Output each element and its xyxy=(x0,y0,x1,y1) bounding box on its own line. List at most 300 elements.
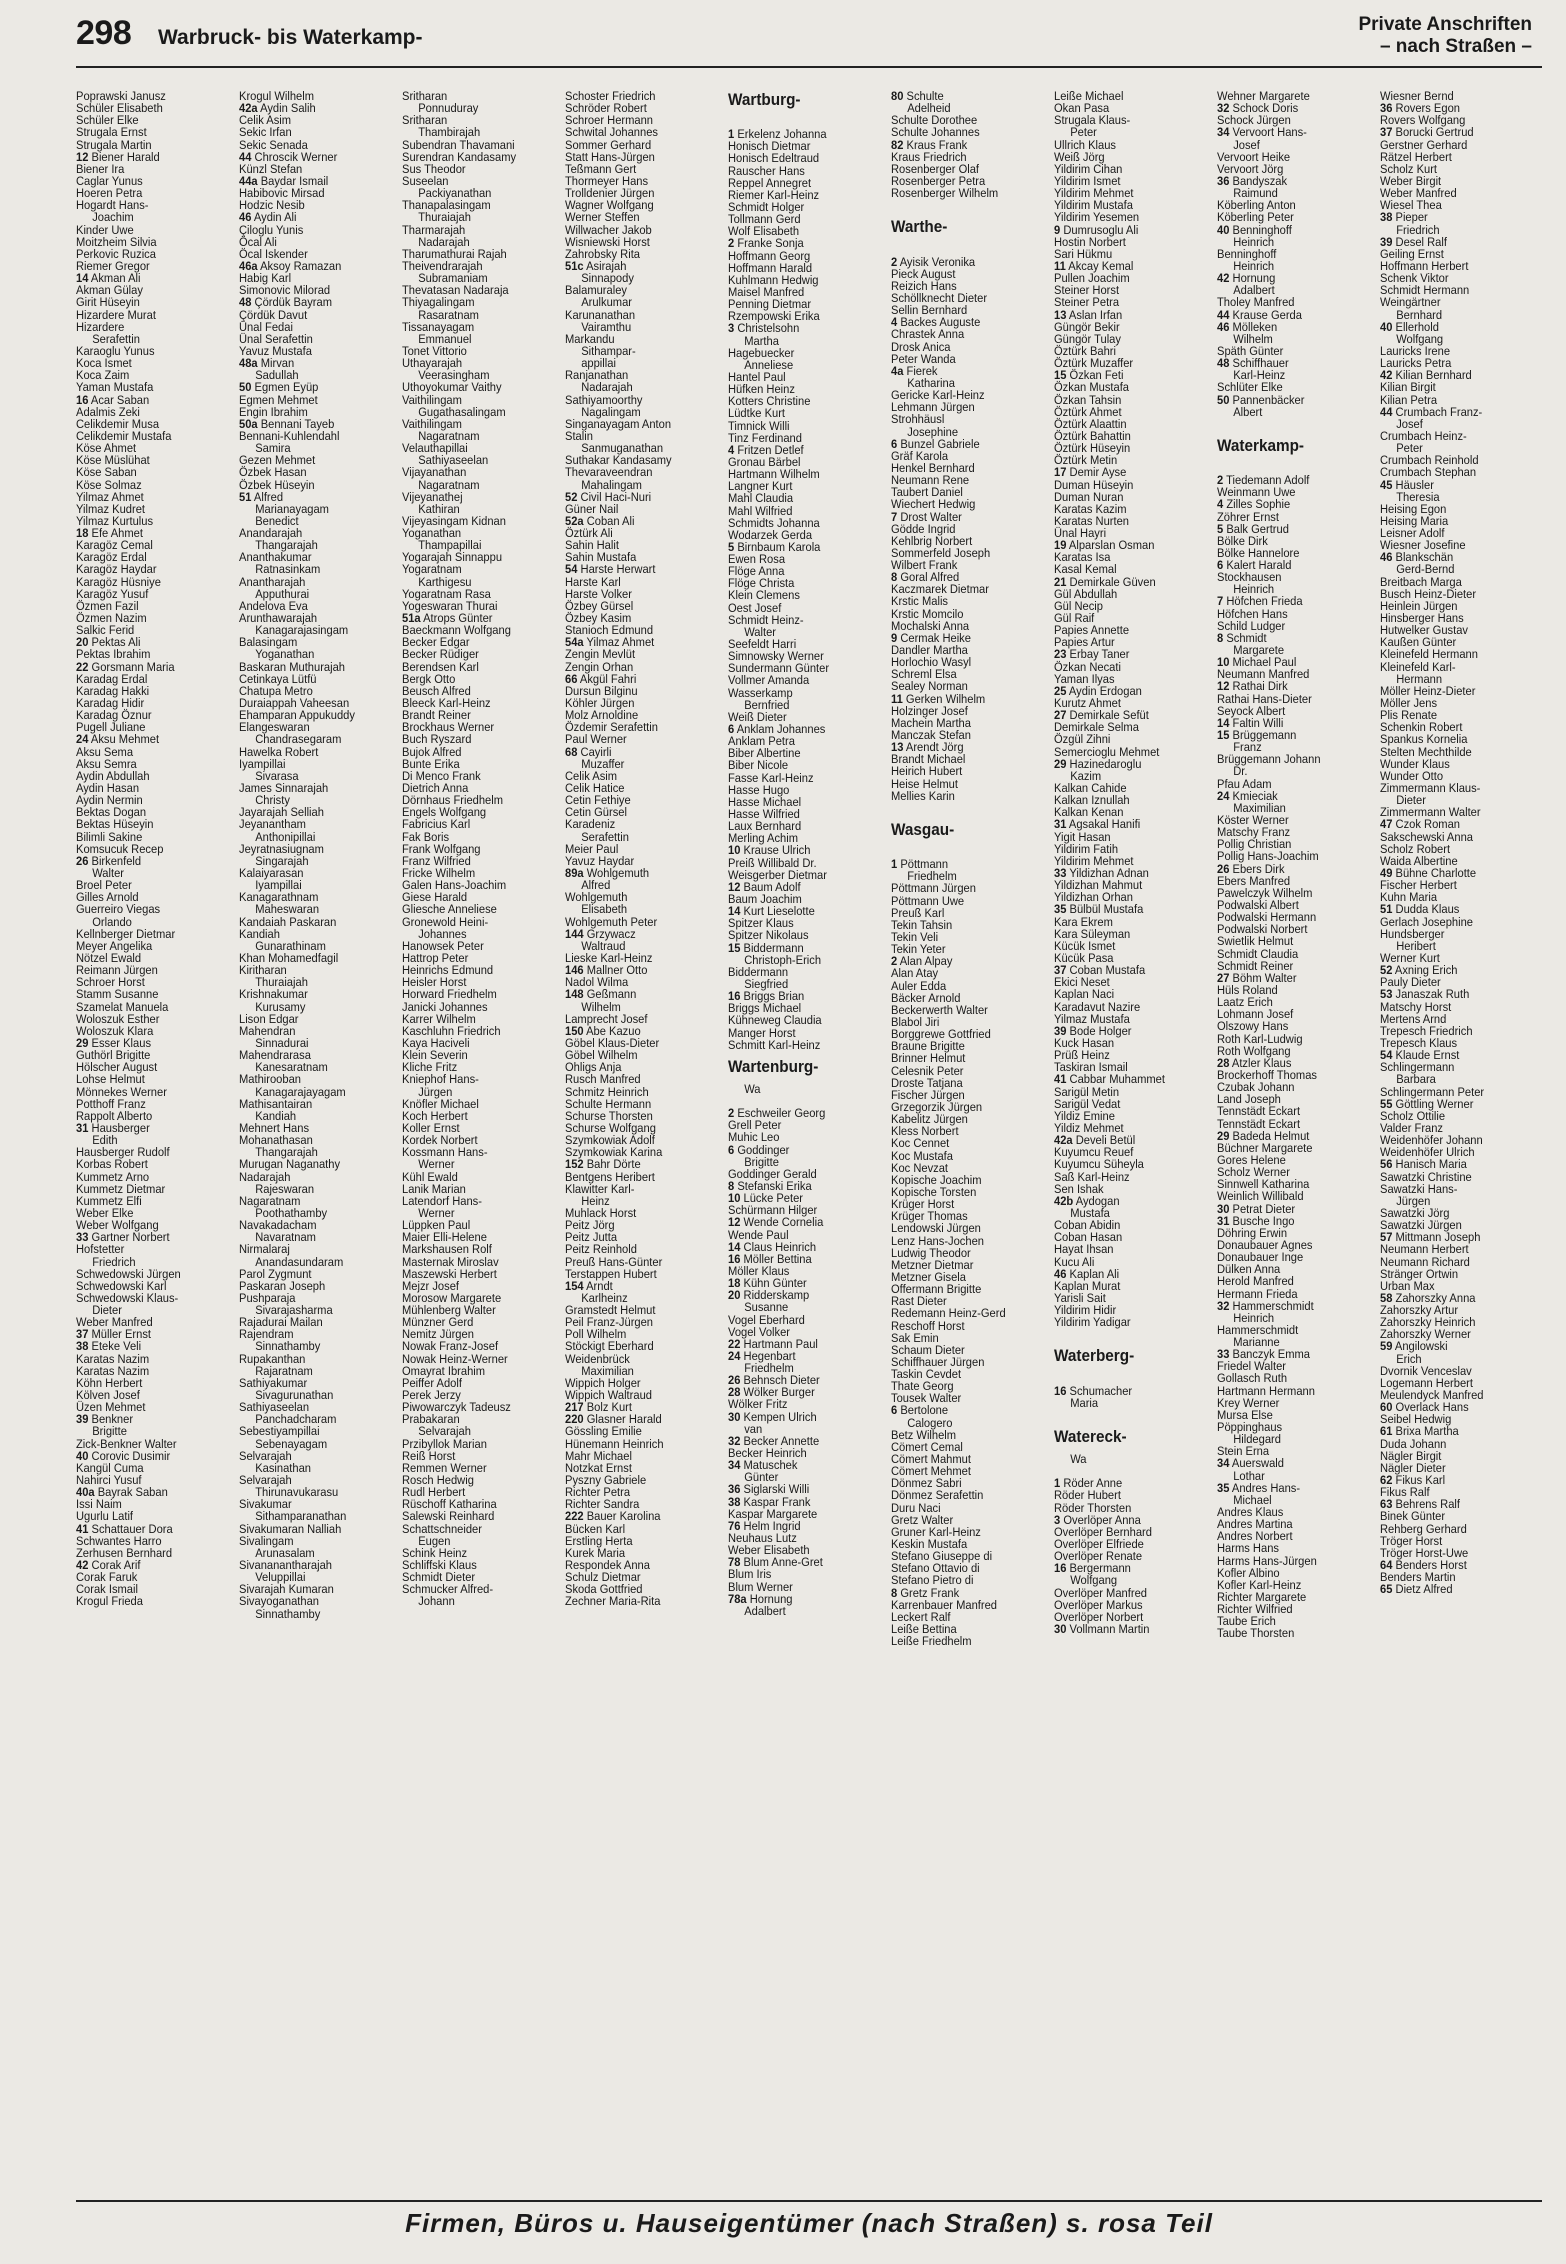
house-number: 23 xyxy=(1054,647,1067,662)
entry-continuation: Michael xyxy=(1233,1492,1272,1507)
resident-entry: Karadag Hidir xyxy=(76,696,145,711)
resident-entry: Skoda Gottfried xyxy=(565,1582,643,1597)
resident-entry: Metzner Dietmar xyxy=(891,1257,974,1272)
resident-entry: Schlingermann xyxy=(1380,1060,1455,1075)
house-number: 154 xyxy=(565,1278,584,1293)
resident-entry: Uthayarajah xyxy=(402,356,463,371)
resident-entry: Ohligs Anja xyxy=(565,1060,622,1075)
entry-continuation: Maximilian xyxy=(1233,800,1286,815)
resident-entry: Tekin Veli xyxy=(891,930,939,944)
entry-continuation: Iyampillai xyxy=(255,878,302,893)
resident-entry: Pugell Juliane xyxy=(76,720,146,735)
resident-entry: Sari Hükmu xyxy=(1054,246,1113,261)
resident-entry: Reizich Hans xyxy=(891,278,957,293)
house-entry: 26 Birkenfeld xyxy=(76,853,142,868)
resident-entry: Schulte Dorothee xyxy=(891,113,978,128)
resident-entry: Leisner Adolf xyxy=(1380,526,1445,541)
entry-continuation: Sinnadurai xyxy=(255,1035,309,1050)
house-entry: 48a Mirvan xyxy=(239,356,295,371)
resident-entry: Üzen Mehmet xyxy=(76,1400,146,1415)
resident-entry: Fasse Karl-Heinz xyxy=(728,770,814,785)
resident-entry: Theivendrarajah xyxy=(402,258,483,273)
resident-entry: Kalkan Kenan xyxy=(1054,805,1124,820)
resident-entry: Korbas Robert xyxy=(76,1157,148,1172)
resident-entry: Weidenhöfer Johann xyxy=(1380,1133,1483,1148)
resident-entry: Biener Ira xyxy=(76,161,125,176)
entry-continuation: Friedrich xyxy=(1396,222,1440,237)
resident-entry: Galen Hans-Joachim xyxy=(402,878,507,893)
house-number: 2 xyxy=(891,254,898,269)
resident-entry: Lieske Karl-Heinz xyxy=(565,950,653,965)
resident-entry: Cetin Fethiye xyxy=(565,793,631,808)
resident-entry: Zimmermann Klaus- xyxy=(1380,781,1481,796)
resident-entry: Merling Achim xyxy=(728,831,799,846)
resident-entry: Stelten Mechthilde xyxy=(1380,744,1472,759)
resident-entry: Yildirim Mehmet xyxy=(1054,853,1134,868)
resident-entry: Güngör Tulay xyxy=(1054,331,1121,346)
resident-entry: Sundermann Günter xyxy=(728,661,830,676)
street-range-title: Warbruck- bis Waterkamp- xyxy=(158,26,423,49)
house-entry: 6 Goddinger xyxy=(728,1142,790,1157)
resident-entry: Pollig Hans-Joachim xyxy=(1217,849,1319,864)
resident-entry: Tharumathurai Rajah xyxy=(402,246,507,261)
house-entry: 7 Drost Walter xyxy=(891,509,962,524)
entry-continuation: Heribert xyxy=(1396,938,1436,953)
house-number: 41 xyxy=(76,1521,89,1536)
house-entry: 4a Fierek xyxy=(891,363,938,378)
resident-entry: Vervoort Heike xyxy=(1217,149,1291,164)
house-number: 50 xyxy=(1217,392,1230,407)
house-number: 222 xyxy=(565,1509,584,1524)
house-number: 49 xyxy=(1380,866,1393,880)
entry-continuation: Benedict xyxy=(255,513,299,528)
resident-entry: Perkovic Ruzica xyxy=(76,246,156,261)
resident-entry: Kofler Albino xyxy=(1217,1565,1280,1580)
resident-entry: Masternak Miroslav xyxy=(402,1254,499,1269)
resident-entry: Engin Ibrahim xyxy=(239,404,308,419)
resident-entry: Lison Edgar xyxy=(239,1011,299,1026)
resident-entry: Kabelitz Jürgen xyxy=(891,1112,968,1127)
resident-entry: Coban Abidin xyxy=(1054,1218,1121,1233)
resident-entry: Nagaratnam xyxy=(239,1193,301,1208)
house-number: 36 xyxy=(728,1482,741,1497)
entry-continuation: Thuraiajah xyxy=(255,975,308,990)
house-number: 6 xyxy=(1217,558,1224,573)
resident-entry: Kofler Karl-Heinz xyxy=(1217,1577,1302,1592)
entry-continuation: Thambirajah xyxy=(418,125,481,140)
resident-entry: Kless Norbert xyxy=(891,1124,959,1139)
resident-entry: Weiß Jörg xyxy=(1054,149,1105,164)
house-number: 39 xyxy=(76,1412,89,1427)
entry-continuation: Sinnathamby xyxy=(255,1606,321,1621)
resident-entry: Ugurlu Latif xyxy=(76,1509,134,1524)
resident-entry: Manczak Stefan xyxy=(891,728,971,743)
resident-entry: Tollmann Gerd xyxy=(728,212,801,227)
resident-entry: Lamprecht Josef xyxy=(565,1011,648,1026)
resident-entry: Mehnert Hans xyxy=(239,1120,310,1135)
resident-entry: Weber Manfred xyxy=(1380,186,1457,201)
house-number: 48a xyxy=(239,356,258,371)
house-entry: 1 Röder Anne xyxy=(1054,1476,1123,1491)
resident-entry: Vaithilingam xyxy=(402,392,462,407)
resident-entry: Dietrich Anna xyxy=(402,781,469,796)
house-entry: 152 Bahr Dörte xyxy=(565,1157,641,1172)
resident-entry: Binek Günter xyxy=(1380,1509,1446,1524)
house-entry: 14 Claus Heinrich xyxy=(728,1239,817,1254)
resident-entry: Mellies Karin xyxy=(891,788,955,803)
house-entry: 39 Benkner xyxy=(76,1412,134,1427)
resident-entry: Land Joseph xyxy=(1217,1092,1281,1107)
resident-entry: Karatas Nazim xyxy=(76,1363,150,1378)
house-number: 18 xyxy=(728,1276,741,1291)
resident-entry: Münzner Gerd xyxy=(402,1315,474,1330)
resident-entry: Wiesner Josefine xyxy=(1380,538,1466,553)
house-entry: 48 Çördük Bayram xyxy=(239,295,332,310)
directory-column xyxy=(1054,90,1201,2192)
resident-entry: Strugala Martin xyxy=(76,137,152,152)
resident-entry: Wisniewski Horst xyxy=(565,234,650,249)
resident-entry: Gericke Karl-Heinz xyxy=(891,388,985,403)
entry-continuation: Joachim xyxy=(92,210,134,225)
resident-entry: Weiß Dieter xyxy=(728,709,787,724)
entry-continuation: Veerasingham xyxy=(418,368,490,383)
resident-entry: Zerhusen Bernhard xyxy=(76,1545,173,1560)
resident-entry: Singanayagam Anton xyxy=(565,416,672,431)
house-number: 29 xyxy=(76,1035,89,1050)
resident-entry: Perek Jerzy xyxy=(402,1388,461,1403)
entry-continuation: Dr. xyxy=(1233,764,1248,779)
house-number: 76 xyxy=(728,1518,741,1533)
resident-entry: Kummetz Arno xyxy=(76,1169,150,1184)
resident-entry: Maisel Manfred xyxy=(728,284,805,299)
resident-entry: Kotters Christine xyxy=(728,394,811,409)
house-entry: 48 Schiffhauer xyxy=(1217,356,1289,371)
resident-entry: Friedel Walter xyxy=(1217,1359,1286,1374)
house-entry: 6 Anklam Johannes xyxy=(728,722,826,737)
resident-entry: Riemer Karl-Heinz xyxy=(728,187,820,202)
resident-entry: Donaubauer Agnes xyxy=(1217,1237,1313,1252)
entry-continuation: Friedhelm xyxy=(744,1361,794,1376)
resident-entry: Pöttmann Jürgen xyxy=(891,881,976,896)
house-number: 14 xyxy=(728,1239,741,1254)
house-entry: 20 Pektas Ali xyxy=(76,635,141,650)
house-entry: 57 Mittmann Joseph xyxy=(1380,1230,1481,1245)
resident-entry: Thanapalasingam xyxy=(402,198,491,213)
house-entry: 3 Christelsohn xyxy=(728,321,800,336)
resident-entry: Leiße Michael xyxy=(1054,90,1124,103)
house-number: 63 xyxy=(1380,1497,1393,1512)
entry-continuation: Eugen xyxy=(418,1533,451,1548)
resident-entry: Kopische Joachim xyxy=(891,1172,982,1187)
house-number: 11 xyxy=(891,691,903,706)
resident-entry: Flöge Christa xyxy=(728,576,795,591)
resident-entry: Grell Peter xyxy=(728,1118,782,1133)
house-entry: 24 Kmieciak xyxy=(1217,788,1278,803)
entry-continuation: Werner xyxy=(418,1157,455,1172)
house-number: 30 xyxy=(1054,1622,1067,1637)
entry-continuation: Karthigesu xyxy=(418,574,472,589)
resident-entry: Heirich Hubert xyxy=(891,764,963,779)
house-number: 9 xyxy=(891,630,898,645)
resident-entry: Schwantes Harro xyxy=(76,1533,162,1548)
resident-entry: Kucu Ali xyxy=(1054,1254,1095,1269)
house-number: 32 xyxy=(728,1433,741,1448)
house-number: 59 xyxy=(1380,1339,1393,1354)
resident-entry: Baskaran Muthurajah xyxy=(239,659,346,674)
page-header xyxy=(76,10,1532,66)
resident-entry: Surendran Kandasamy xyxy=(402,149,517,164)
entry-continuation: Rajaratnam xyxy=(255,1363,313,1378)
resident-entry: Aydin Nermin xyxy=(76,793,143,808)
resident-entry: Gräf Karola xyxy=(891,448,949,463)
resident-entry: Fischer Jürgen xyxy=(891,1087,965,1102)
house-number: 33 xyxy=(1217,1347,1230,1362)
entry-continuation: Sivarajasharma xyxy=(255,1303,333,1318)
footer-note: Firmen, Büros u. Hauseigentümer (nach Straßen) s. rosa Teil xyxy=(76,2200,1542,2242)
house-number: 34 xyxy=(1217,125,1230,140)
resident-entry: Taskin Cevdet xyxy=(891,1367,962,1382)
resident-entry: Karagöz Erdal xyxy=(76,550,147,565)
entry-continuation: Heinrich xyxy=(1233,1310,1275,1325)
house-entry: 59 Angilowski xyxy=(1380,1339,1448,1354)
resident-entry: Sahin Mustafa xyxy=(565,550,637,565)
resident-entry: Kniephof Hans- xyxy=(402,1072,479,1087)
resident-entry: Döhring Erwin xyxy=(1217,1225,1288,1240)
resident-entry: Anklam Petra xyxy=(728,734,795,749)
resident-entry: Andres Klaus xyxy=(1217,1505,1284,1520)
resident-entry: Yildirim Yesemen xyxy=(1054,210,1140,225)
entry-continuation: Bernhard xyxy=(1396,307,1443,322)
resident-entry: Hanowsek Peter xyxy=(402,938,484,953)
entry-continuation: Maheswaran xyxy=(255,902,320,917)
house-number: 12 xyxy=(1217,679,1230,694)
resident-entry: Manger Horst xyxy=(728,1025,796,1040)
resident-entry: Auler Edda xyxy=(891,978,947,993)
entry-continuation: Ratnasinkam xyxy=(255,562,321,577)
resident-entry: Weinmann Uwe xyxy=(1217,485,1296,500)
resident-entry: Werner Kurt xyxy=(1380,950,1440,965)
house-entry: 50 Egmen Eyüp xyxy=(239,380,319,395)
resident-entry: Biber Nicole xyxy=(728,758,789,773)
resident-entry: Köse Ahmet xyxy=(76,441,137,456)
resident-entry: Peiffer Adolf xyxy=(402,1375,462,1390)
entry-continuation: Thangarajah xyxy=(255,538,318,553)
resident-entry: Laatz Erich xyxy=(1217,995,1273,1010)
entry-continuation: Gugathasalingam xyxy=(418,404,506,419)
house-entry: 222 Bauer Karolina xyxy=(565,1509,661,1524)
resident-entry: Weidenbrück xyxy=(565,1351,630,1366)
house-entry: 58 Zahorszky Anna xyxy=(1380,1290,1476,1305)
resident-entry: Harste Karl xyxy=(565,574,621,589)
resident-entry: Özbey Gürsel xyxy=(565,598,634,613)
resident-entry: Koc Cennet xyxy=(891,1136,950,1151)
house-entry: 44a Baydar Ismail xyxy=(239,173,329,188)
house-entry: 42a Develi Betül xyxy=(1054,1133,1136,1148)
resident-entry: Hutwelker Gustav xyxy=(1380,623,1469,638)
resident-entry: Cetin Gürsel xyxy=(565,805,627,820)
resident-entry: Sealey Norman xyxy=(891,679,968,694)
resident-entry: Leiße Bettina xyxy=(891,1622,957,1637)
section-title-line1: Private Anschriften xyxy=(1358,14,1532,35)
resident-entry: Gül Abdullah xyxy=(1054,586,1118,601)
resident-entry: Koc Nevzat xyxy=(891,1160,949,1175)
resident-entry: Köse Saban xyxy=(76,465,137,480)
house-number: 55 xyxy=(1380,1096,1393,1111)
house-number: 2 xyxy=(728,1106,735,1121)
resident-entry: Karagöz Yusuf xyxy=(76,586,149,601)
resident-entry: Karatas Nurten xyxy=(1054,513,1130,528)
entry-continuation: Subramaniam xyxy=(418,271,488,286)
resident-entry: Öztürk Ali xyxy=(565,526,613,541)
resident-entry: Schulz Dietmar xyxy=(565,1570,641,1585)
resident-entry: Mahendran xyxy=(239,1023,296,1038)
resident-entry: Strugala Ernst xyxy=(76,125,147,140)
house-number: 40 xyxy=(1217,222,1230,237)
resident-entry: Willwacher Jakob xyxy=(565,222,652,237)
house-entry: 33 Yildizhan Adnan xyxy=(1054,866,1149,880)
entry-continuation: Calogero xyxy=(907,1415,953,1430)
resident-entry: Alan Atay xyxy=(891,966,939,981)
resident-entry: Gliesche Anneliese xyxy=(402,902,497,917)
resident-entry: Franz Wilfried xyxy=(402,853,471,868)
house-number: 152 xyxy=(565,1157,584,1172)
resident-entry: Hizardere xyxy=(76,319,125,334)
resident-entry: Hayat Ihsan xyxy=(1054,1242,1114,1257)
house-entry: 28 Atzler Klaus xyxy=(1217,1055,1292,1070)
resident-entry: Köberling Anton xyxy=(1217,198,1296,213)
house-entry: 46 Blankschän xyxy=(1380,550,1454,565)
resident-entry: Zahrobsky Rita xyxy=(565,246,640,261)
house-entry: 29 Badeda Helmut xyxy=(1217,1128,1310,1143)
house-entry: 35 Bülbül Mustafa xyxy=(1054,902,1144,917)
entry-continuation: Christy xyxy=(255,793,290,808)
resident-entry: Spankus Kornelia xyxy=(1380,732,1468,747)
house-entry: 36 Rovers Egon xyxy=(1380,101,1460,116)
resident-entry: Machein Martha xyxy=(891,715,971,730)
resident-entry: Hartmann Hermann xyxy=(1217,1383,1315,1398)
resident-entry: Woloszuk Klara xyxy=(76,1023,154,1038)
resident-entry: Tennstädt Eckart xyxy=(1217,1116,1301,1131)
resident-entry: Sritharan xyxy=(402,90,448,103)
house-entry: 65 Dietz Alfred xyxy=(1380,1582,1453,1597)
resident-entry: Schöllknecht Dieter xyxy=(891,290,988,305)
entry-continuation: Maximilian xyxy=(581,1363,634,1378)
resident-entry: Habig Karl xyxy=(239,271,292,286)
house-number: 2 xyxy=(1217,473,1224,488)
resident-entry: Brüggemann Johann xyxy=(1217,752,1321,767)
resident-entry: Hagebuecker xyxy=(728,345,795,360)
resident-entry: Kühl Ewald xyxy=(402,1169,458,1184)
resident-entry: Schulte Johannes xyxy=(891,125,980,140)
resident-entry: Wolf Elisabeth xyxy=(728,224,800,239)
resident-entry: Hinsberger Hans xyxy=(1380,611,1464,626)
house-number: 40 xyxy=(1380,319,1393,334)
resident-entry: Yilmaz Mustafa xyxy=(1054,1011,1130,1026)
resident-entry: Lüppken Paul xyxy=(402,1218,471,1233)
resident-entry: Szamelat Manuela xyxy=(76,999,169,1014)
resident-entry: Grzegorzik Jürgen xyxy=(891,1099,983,1114)
resident-entry: Hasse Michael xyxy=(728,794,802,809)
entry-continuation xyxy=(891,802,1038,814)
house-entry: 51a Atrops Günter xyxy=(402,611,493,626)
resident-entry: Hammerschmidt xyxy=(1217,1322,1299,1337)
resident-entry: Braune Brigitte xyxy=(891,1039,965,1054)
resident-entry: Neumann Herbert xyxy=(1380,1242,1469,1257)
resident-entry: Dörnhaus Friedhelm xyxy=(402,793,504,808)
resident-entry: Peitz Jörg xyxy=(565,1218,615,1233)
entry-continuation: Erich xyxy=(1396,1351,1422,1366)
entry-continuation: Mahalingam xyxy=(581,477,642,492)
entry-continuation: Lothar xyxy=(1233,1468,1265,1483)
resident-entry: Pollig Christian xyxy=(1217,837,1292,852)
resident-entry: Penning Dietmar xyxy=(728,297,812,312)
resident-entry: Aydin Hasan xyxy=(76,781,140,796)
resident-entry: Thate Georg xyxy=(891,1379,954,1394)
house-number: 30 xyxy=(1217,1201,1230,1216)
resident-entry: Tinz Ferdinand xyxy=(728,430,802,445)
resident-entry: Mohanathasan xyxy=(239,1133,313,1148)
resident-entry: Karadeniz xyxy=(565,817,616,832)
resident-entry: Rätzel Herbert xyxy=(1380,149,1452,164)
house-number: 16 xyxy=(76,392,89,407)
resident-entry: Corak Ismail xyxy=(76,1582,138,1597)
resident-entry: Werner Steffen xyxy=(565,210,640,225)
resident-entry: Kordek Norbert xyxy=(402,1133,478,1148)
house-entry: 6 Bertolone xyxy=(891,1403,949,1418)
resident-entry: Duda Johann xyxy=(1380,1436,1447,1451)
house-number: 57 xyxy=(1380,1230,1393,1245)
resident-entry: Becker Rüdiger xyxy=(402,647,479,662)
resident-entry: Gronewold Heini- xyxy=(402,914,489,929)
house-number: 3 xyxy=(1054,1512,1061,1527)
resident-entry: Karaoglu Yunus xyxy=(76,343,155,358)
house-entry: 8 Goral Alfred xyxy=(891,570,960,585)
resident-entry: Heising Maria xyxy=(1380,513,1449,528)
resident-entry: Krishnakumar xyxy=(239,987,308,1002)
resident-entry: Leiße Friedhelm xyxy=(891,1634,972,1649)
house-number: 12 xyxy=(728,1215,741,1230)
resident-entry: Balamuraley xyxy=(565,283,627,298)
house-entry: 2 Ayisik Veronika xyxy=(891,254,976,269)
entry-continuation: Margarete xyxy=(1233,643,1285,658)
resident-entry: Koc Mustafa xyxy=(891,1148,953,1163)
resident-entry: Geiling Ernst xyxy=(1380,246,1444,261)
house-number: 32 xyxy=(1217,101,1230,116)
resident-entry: Bektas Dogan xyxy=(76,805,147,820)
resident-entry: Gretz Walter xyxy=(891,1512,954,1527)
house-number: 44 xyxy=(1217,307,1230,322)
house-number: 36 xyxy=(1380,101,1393,116)
entry-continuation: Brigitte xyxy=(744,1154,779,1169)
house-number: 11 xyxy=(1054,258,1066,273)
resident-entry: Moitzheim Silvia xyxy=(76,234,157,249)
house-entry: 42 Hornung xyxy=(1217,271,1276,286)
resident-entry: Valder Franz xyxy=(1380,1120,1444,1135)
resident-entry: Büchner Margarete xyxy=(1217,1140,1313,1155)
resident-entry: Kaplan Murat xyxy=(1054,1278,1121,1293)
resident-entry: Ünal Serafettin xyxy=(239,331,313,346)
resident-entry: Steiner Horst xyxy=(1054,283,1120,298)
entry-continuation: Chandrasegaram xyxy=(255,732,342,747)
resident-entry: Heising Egon xyxy=(1380,501,1447,516)
resident-entry: Baeckmann Wolfgang xyxy=(402,623,511,638)
entry-continuation: Martha xyxy=(744,333,779,348)
resident-entry: Schenkin Robert xyxy=(1380,720,1463,735)
resident-entry: Overlöper Renate xyxy=(1054,1549,1143,1564)
house-entry: 34 Auerswald xyxy=(1217,1456,1284,1471)
resident-entry: Roth Wolfgang xyxy=(1217,1043,1291,1058)
directory-column xyxy=(1380,90,1527,2192)
